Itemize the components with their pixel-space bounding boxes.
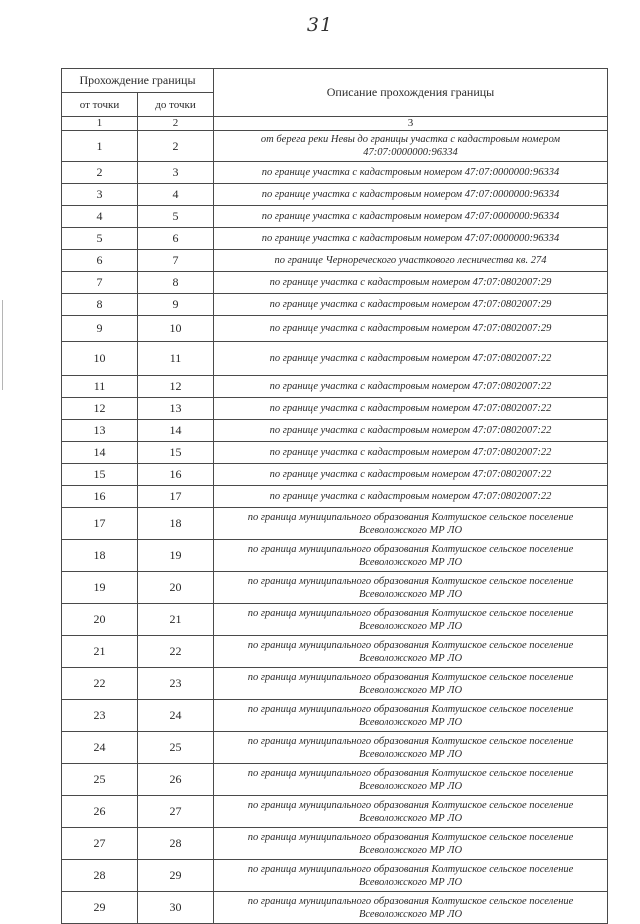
from-point-cell: 17 [62,508,138,540]
from-point-cell: 13 [62,420,138,442]
table-row [62,162,608,184]
from-point-cell: 27 [62,828,138,860]
description-cell: по границе участка с кадастровым номером 47:07:0802007:22 [214,342,608,376]
header-boundary-passage: Прохождение границы [62,69,214,93]
from-point-cell: 25 [62,764,138,796]
description-cell: от берега реки Невы до границы участка с кадастровым номером 47:07:0000000:96334 [214,131,608,162]
to-point-cell: 8 [138,272,214,294]
description-cell: по границе участка с кадастровым номером 47:07:0802007:29 [214,316,608,342]
to-point-cell: 11 [138,342,214,376]
table-row [62,316,608,342]
header-to-point: до точки [138,93,214,117]
to-point-cell: 28 [138,828,214,860]
to-point-cell: 15 [138,442,214,464]
to-point-cell: 9 [138,294,214,316]
table-body [62,131,608,924]
table-row [62,442,608,464]
description-cell: по границе участка с кадастровым номером 47:07:0802007:22 [214,442,608,464]
to-point-cell: 25 [138,732,214,764]
from-point-cell: 7 [62,272,138,294]
from-point-cell: 29 [62,892,138,924]
description-cell: по граница муниципального образования Колтушское сельское поселение Всеволожского МР ЛО [214,764,608,796]
table-row [62,420,608,442]
to-point-cell: 24 [138,700,214,732]
to-point-cell: 22 [138,636,214,668]
header-description: Описание прохождения границы [214,69,608,117]
from-point-cell: 28 [62,860,138,892]
table-row [62,376,608,398]
table-row [62,228,608,250]
description-cell: по граница муниципального образования Колтушское сельское поселение Всеволожского МР ЛО [214,636,608,668]
header-from-point: от точки [62,93,138,117]
table-header [62,69,608,131]
from-point-cell: 4 [62,206,138,228]
to-point-cell: 23 [138,668,214,700]
from-point-cell: 12 [62,398,138,420]
table-row [62,668,608,700]
description-cell: по границе участка с кадастровым номером 47:07:0000000:96334 [214,184,608,206]
table-row [62,184,608,206]
description-cell: по границе участка с кадастровым номером 47:07:0802007:29 [214,272,608,294]
to-point-cell: 14 [138,420,214,442]
to-point-cell: 10 [138,316,214,342]
table-row [62,206,608,228]
to-point-cell: 6 [138,228,214,250]
description-cell: по граница муниципального образования Колтушское сельское поселение Всеволожского МР ЛО [214,540,608,572]
table-row [62,604,608,636]
table-row [62,764,608,796]
from-point-cell: 21 [62,636,138,668]
table-row [62,342,608,376]
description-cell: по граница муниципального образования Колтушское сельское поселение Всеволожского МР ЛО [214,508,608,540]
from-point-cell: 22 [62,668,138,700]
to-point-cell: 26 [138,764,214,796]
table-row [62,892,608,924]
boundary-table [61,68,608,924]
to-point-cell: 12 [138,376,214,398]
column-number: 3 [214,117,608,131]
description-cell: по границе участка с кадастровым номером 47:07:0000000:96334 [214,162,608,184]
to-point-cell: 5 [138,206,214,228]
from-point-cell: 18 [62,540,138,572]
from-point-cell: 15 [62,464,138,486]
column-number: 2 [138,117,214,131]
to-point-cell: 20 [138,572,214,604]
table-row [62,636,608,668]
to-point-cell: 19 [138,540,214,572]
description-cell: по границе участка с кадастровым номером 47:07:0802007:22 [214,420,608,442]
description-cell: по границе участка с кадастровым номером 47:07:0802007:22 [214,398,608,420]
to-point-cell: 18 [138,508,214,540]
from-point-cell: 9 [62,316,138,342]
description-cell: по граница муниципального образования Колтушское сельское поселение Всеволожского МР ЛО [214,892,608,924]
from-point-cell: 1 [62,131,138,162]
from-point-cell: 11 [62,376,138,398]
to-point-cell: 27 [138,796,214,828]
description-cell: по граница муниципального образования Колтушское сельское поселение Всеволожского МР ЛО [214,732,608,764]
from-point-cell: 20 [62,604,138,636]
description-cell: по границе участка с кадастровым номером 47:07:0802007:22 [214,486,608,508]
from-point-cell: 14 [62,442,138,464]
table-row [62,486,608,508]
table-row [62,508,608,540]
description-cell: по границе участка с кадастровым номером 47:07:0802007:22 [214,464,608,486]
from-point-cell: 19 [62,572,138,604]
to-point-cell: 17 [138,486,214,508]
table-row [62,272,608,294]
description-cell: по граница муниципального образования Колтушское сельское поселение Всеволожского МР ЛО [214,860,608,892]
to-point-cell: 7 [138,250,214,272]
from-point-cell: 5 [62,228,138,250]
from-point-cell: 10 [62,342,138,376]
to-point-cell: 29 [138,860,214,892]
description-cell: по граница муниципального образования Колтушское сельское поселение Всеволожского МР ЛО [214,572,608,604]
description-cell: по граница муниципального образования Колтушское сельское поселение Всеволожского МР ЛО [214,828,608,860]
from-point-cell: 23 [62,700,138,732]
from-point-cell: 8 [62,294,138,316]
column-number: 1 [62,117,138,131]
from-point-cell: 3 [62,184,138,206]
table-row [62,796,608,828]
to-point-cell: 16 [138,464,214,486]
table-row [62,540,608,572]
to-point-cell: 13 [138,398,214,420]
description-cell: по граница муниципального образования Колтушское сельское поселение Всеволожского МР ЛО [214,796,608,828]
table-row [62,398,608,420]
from-point-cell: 6 [62,250,138,272]
table-row [62,732,608,764]
table-row [62,294,608,316]
to-point-cell: 30 [138,892,214,924]
page-number: 31 [306,14,334,36]
to-point-cell: 4 [138,184,214,206]
description-cell: по границе участка с кадастровым номером 47:07:0000000:96334 [214,228,608,250]
scan-edge-mark [2,300,3,390]
description-cell: по границе Чернореческого участкового лесничества кв. 274 [214,250,608,272]
description-cell: по границе участка с кадастровым номером 47:07:0802007:22 [214,376,608,398]
to-point-cell: 3 [138,162,214,184]
table-row [62,828,608,860]
description-cell: по граница муниципального образования Колтушское сельское поселение Всеволожского МР ЛО [214,604,608,636]
to-point-cell: 2 [138,131,214,162]
description-cell: по граница муниципального образования Колтушское сельское поселение Всеволожского МР ЛО [214,700,608,732]
table-row [62,250,608,272]
table-row [62,700,608,732]
from-point-cell: 2 [62,162,138,184]
from-point-cell: 26 [62,796,138,828]
from-point-cell: 24 [62,732,138,764]
from-point-cell: 16 [62,486,138,508]
table-row [62,464,608,486]
to-point-cell: 21 [138,604,214,636]
description-cell: по границе участка с кадастровым номером 47:07:0802007:29 [214,294,608,316]
table-row [62,131,608,162]
table-row [62,572,608,604]
table-row [62,860,608,892]
description-cell: по граница муниципального образования Колтушское сельское поселение Всеволожского МР ЛО [214,668,608,700]
description-cell: по границе участка с кадастровым номером 47:07:0000000:96334 [214,206,608,228]
